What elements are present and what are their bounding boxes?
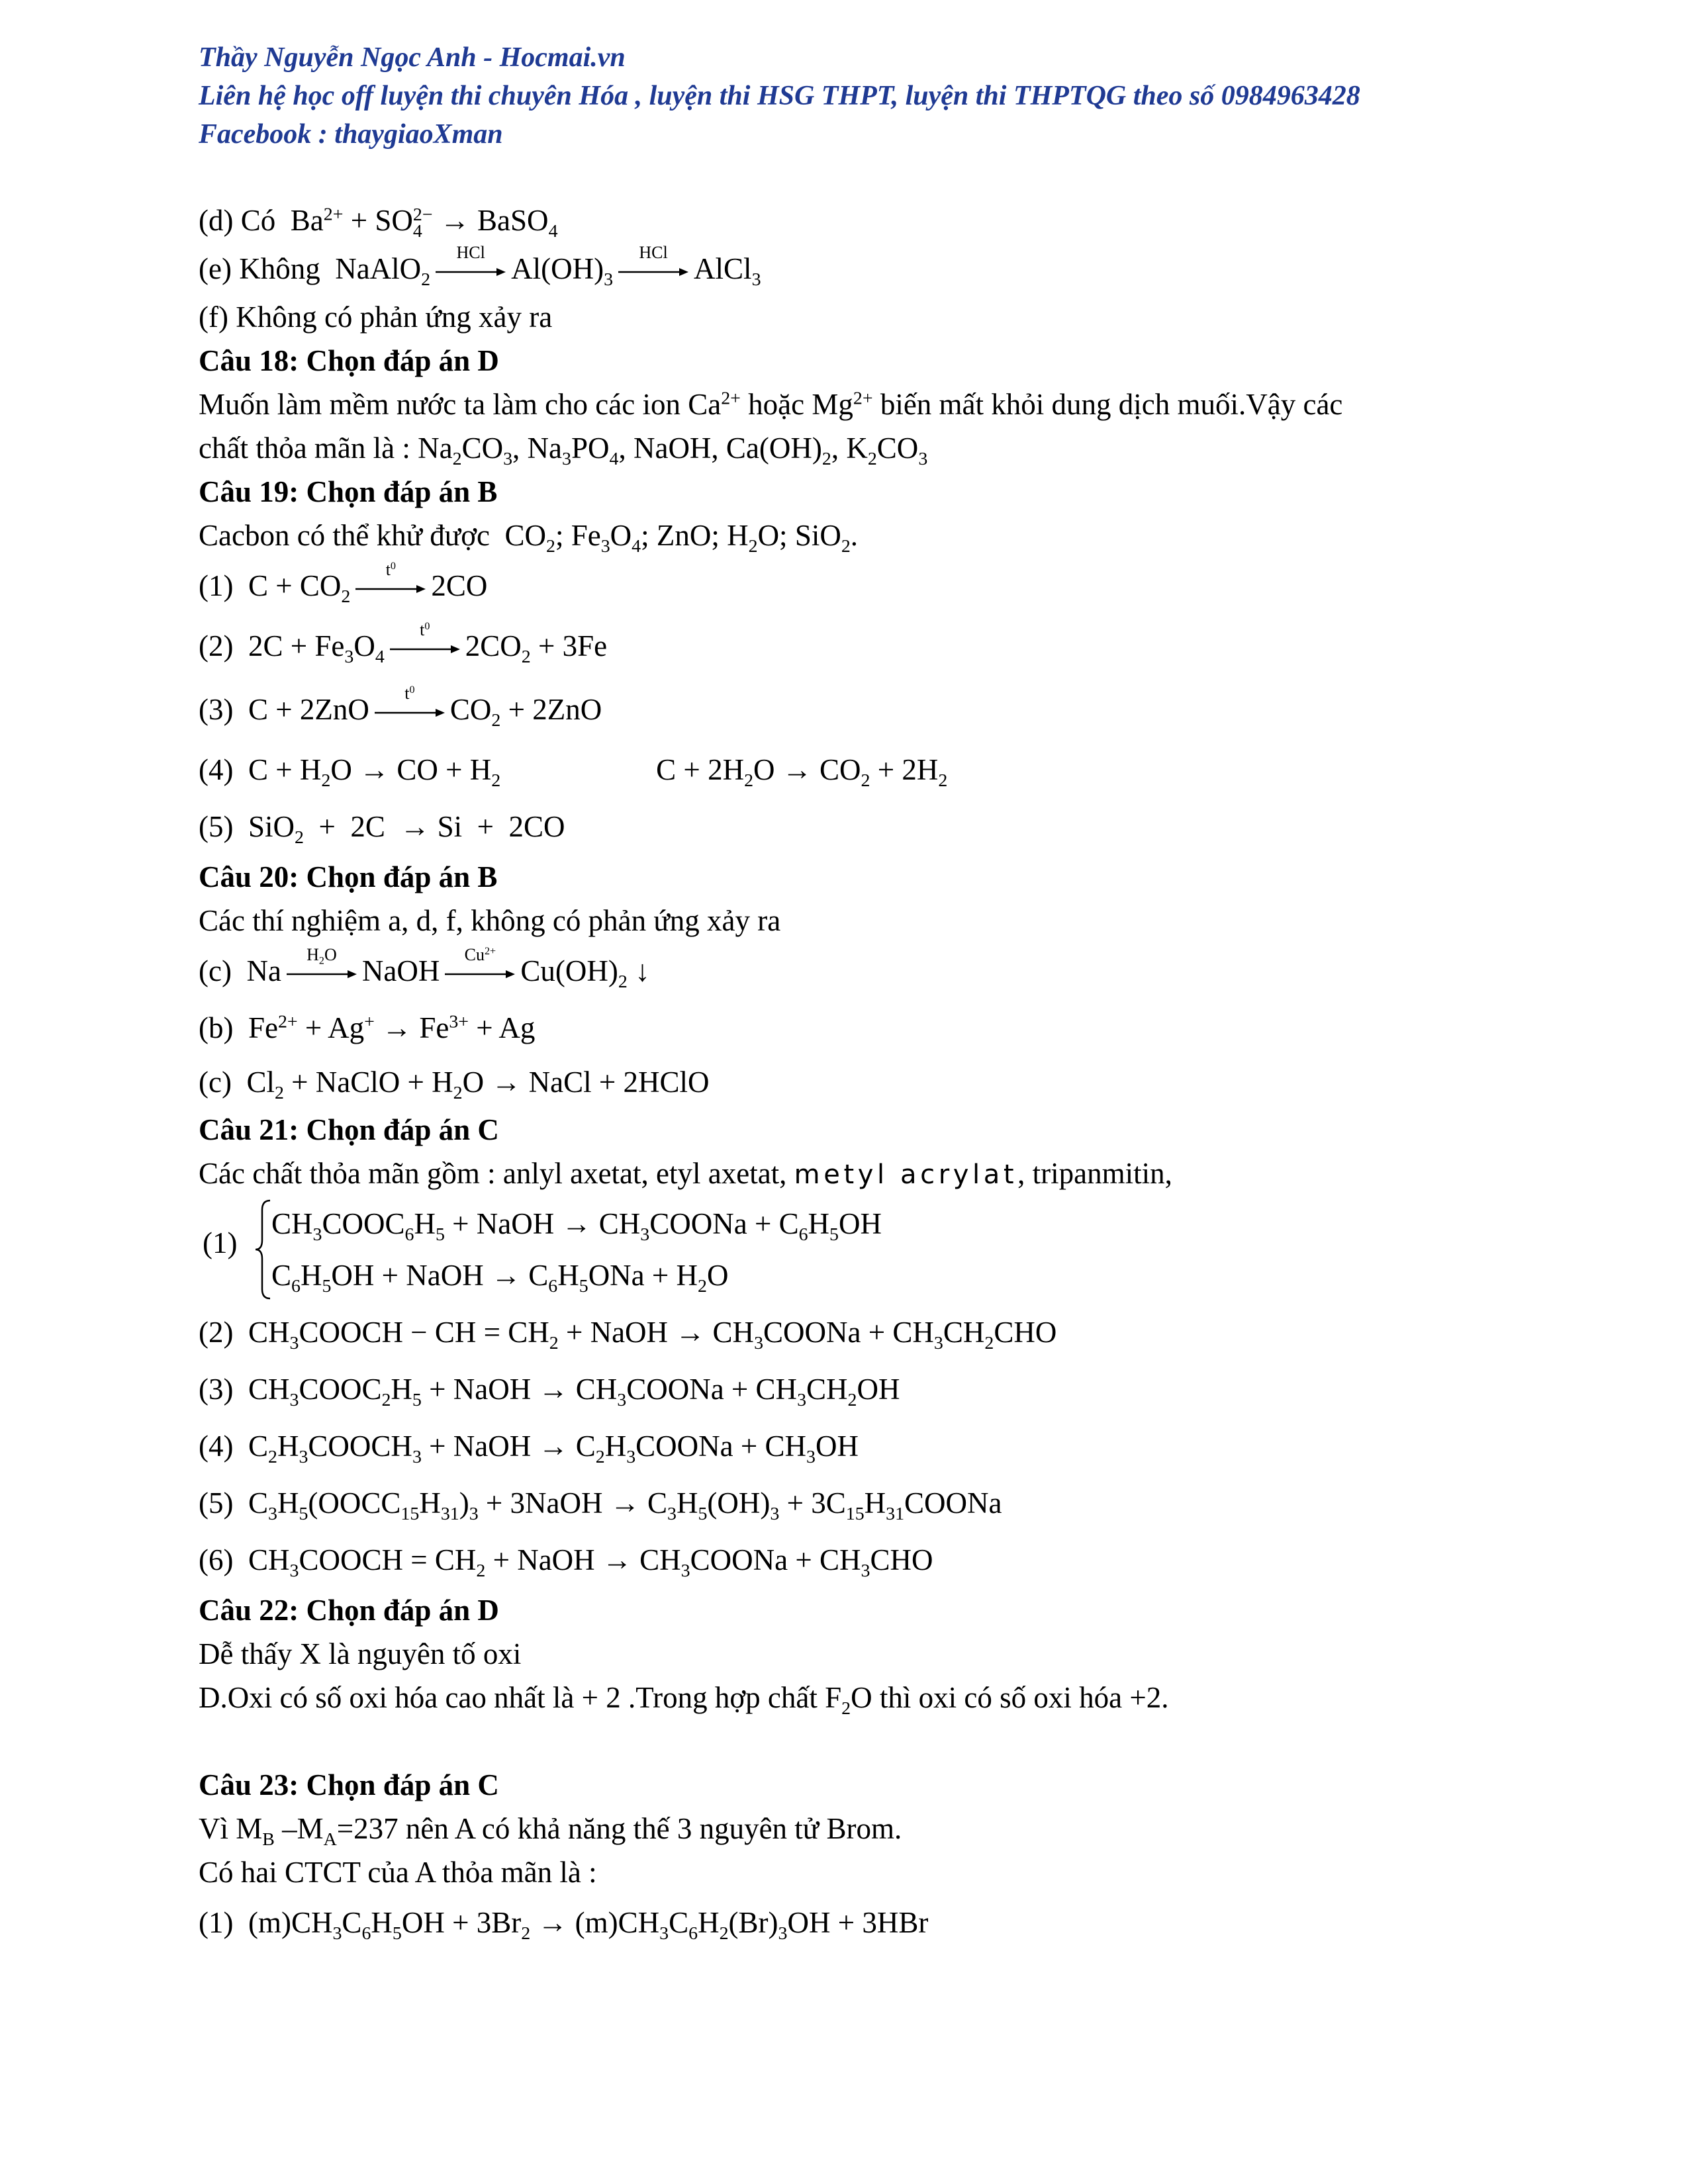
header-author: Thầy Nguyễn Ngọc Anh - Hocmai.vn	[199, 42, 626, 73]
q19-title: Câu 19: Chọn đáp án B	[199, 475, 498, 508]
q19-eq2: (2) $2C + Fe_3O_4$ $t^0$ $2CO_2 + 3Fe$	[199, 619, 608, 667]
q21-eq3: (3) $CH_3COOC_2H_5$ + NaOH → $CH_3COONa + CH_3CH_2OH$	[199, 1373, 900, 1410]
q23-line1: Vì $M_B$ $-M_A=237$ nên A có khả năng thế 3 nguyên tử Brom.	[199, 1812, 902, 1850]
header-facebook: Facebook : thaygiaoXman	[199, 119, 503, 150]
q18-line1: Muốn làm mềm nước ta làm cho các ion $Ca^{2+}$ hoặc $Mg^{2+}$ biến mất khỏi dung dịch muối.Vậy các	[199, 388, 1343, 421]
q21-title: Câu 21: Chọn đáp án C	[199, 1113, 499, 1146]
q21-eq5: (5) $C_3H_5(OOCC_{15}H_{31})_3$ + 3NaOH → $C_3H_5(OH)_3$ + $3C_{15}H_{31}COONa$	[199, 1486, 1002, 1524]
q22-title: Câu 22: Chọn đáp án D	[199, 1594, 499, 1627]
q21-eq1-system: (1) $CH_3COOC_6H_5$ + NaOH → $CH_3COONa + C_6H_5OH$ $C_6H_5OH$ + NaOH → $C_6H_5ONa + H_2O$	[199, 1195, 1496, 1304]
q20-line1: Các thí nghiệm a, d, f, không có phản ứng xảy ra	[199, 904, 781, 937]
q19-eq1: (1) $C + CO_2$ $t^0$ 2CO	[199, 559, 488, 607]
q19-eq5: (5) SiO$_2$ + 2C → Si + 2CO	[199, 810, 565, 848]
q20-eq-b: (b) $Fe^{2+} + Ag^+ \to Fe^{3+} + Ag$	[199, 1011, 536, 1044]
q20-eq-c1: (c) Na $H_2O$ NaOH $Cu^{2+}$ $Cu(OH)_2$ ↓	[199, 944, 650, 992]
q20-eq-c2: (c) $Cl_2$ + NaClO + $H_2O$ → NaCl + 2HClO	[199, 1066, 710, 1103]
q19-line1: Cacbon có thể khử được $CO_2$; $Fe_3O_4$; ZnO; $H_2O$; SiO$_2$.	[199, 519, 859, 557]
page-header	[199, 38, 1523, 154]
q21-line1: Các chất thỏa mãn gồm : anlyl axetat, etyl axetat, metyl acrylat, tripanmitin,	[199, 1157, 1172, 1190]
q18-title: Câu 18: Chọn đáp án D	[199, 344, 499, 377]
q23-line2: Có hai CTCT của A thỏa mãn là :	[199, 1856, 597, 1889]
arrow-hcl: HCl	[434, 265, 507, 279]
arrow-hcl: HCl	[617, 265, 690, 279]
q23-title: Câu 23: Chọn đáp án C	[199, 1768, 499, 1801]
q21-eq6: (6) $CH_3COOCH = CH_2$ + NaOH → $CH_3COONa + CH_3CHO$	[199, 1543, 933, 1581]
q19-eq3: (3) C + 2ZnO $t^0$ $CO_2 + 2ZnO$	[199, 683, 602, 731]
spacer	[199, 1719, 1496, 1763]
q21-eq4: (4) $C_2H_3COOCH_3$ + NaOH → $C_2H_3COONa + CH_3OH$	[199, 1430, 859, 1467]
header-contact: Liên hệ học off luyện thi chuyên Hóa , luyện thi HSG THPT, luyện thi THPTQG theo số 0984963428	[199, 81, 1360, 111]
q18-line2: chất thỏa mãn là : $Na_2CO_3$, $Na_3PO_4$, NaOH, $Ca(OH)_2$, $K_2CO_3$	[199, 432, 928, 469]
document-body	[199, 199, 1496, 1951]
q23-eq1: (1) $(m)CH_3C_6H_5OH + 3Br_2 \to (m)CH_3C_6H_2(Br)_3OH + 3HBr$	[199, 1906, 929, 1944]
line-d: (d) Có $Ba^{2+} + SO_4^{2-}$ → BaSO$_4$	[199, 204, 558, 242]
q20-title: Câu 20: Chọn đáp án B	[199, 860, 498, 893]
line-e: (e) Không NaAlO$_2$ HCl $Al(OH)_3$ HCl AlCl$_3$	[199, 242, 761, 290]
q22-line1: Dễ thấy X là nguyên tố oxi	[199, 1637, 522, 1670]
line-f: (f) Không có phản ứng xảy ra	[199, 300, 553, 334]
q21-eq2: (2) $CH_3COOCH$ − CH = $CH_2$ + NaOH → $CH_3COONa + CH_3CH_2CHO$	[199, 1316, 1057, 1353]
q22-line2: D.Oxi có số oxi hóa cao nhất là + 2 .Trong hợp chất $F_2O$ thì oxi có số oxi hóa +2.	[199, 1681, 1169, 1719]
q19-eq4: (4) $C + H_2O$ → CO + $H_2$ $C + 2H_2O \to CO_2 + 2H_2$	[199, 753, 948, 791]
